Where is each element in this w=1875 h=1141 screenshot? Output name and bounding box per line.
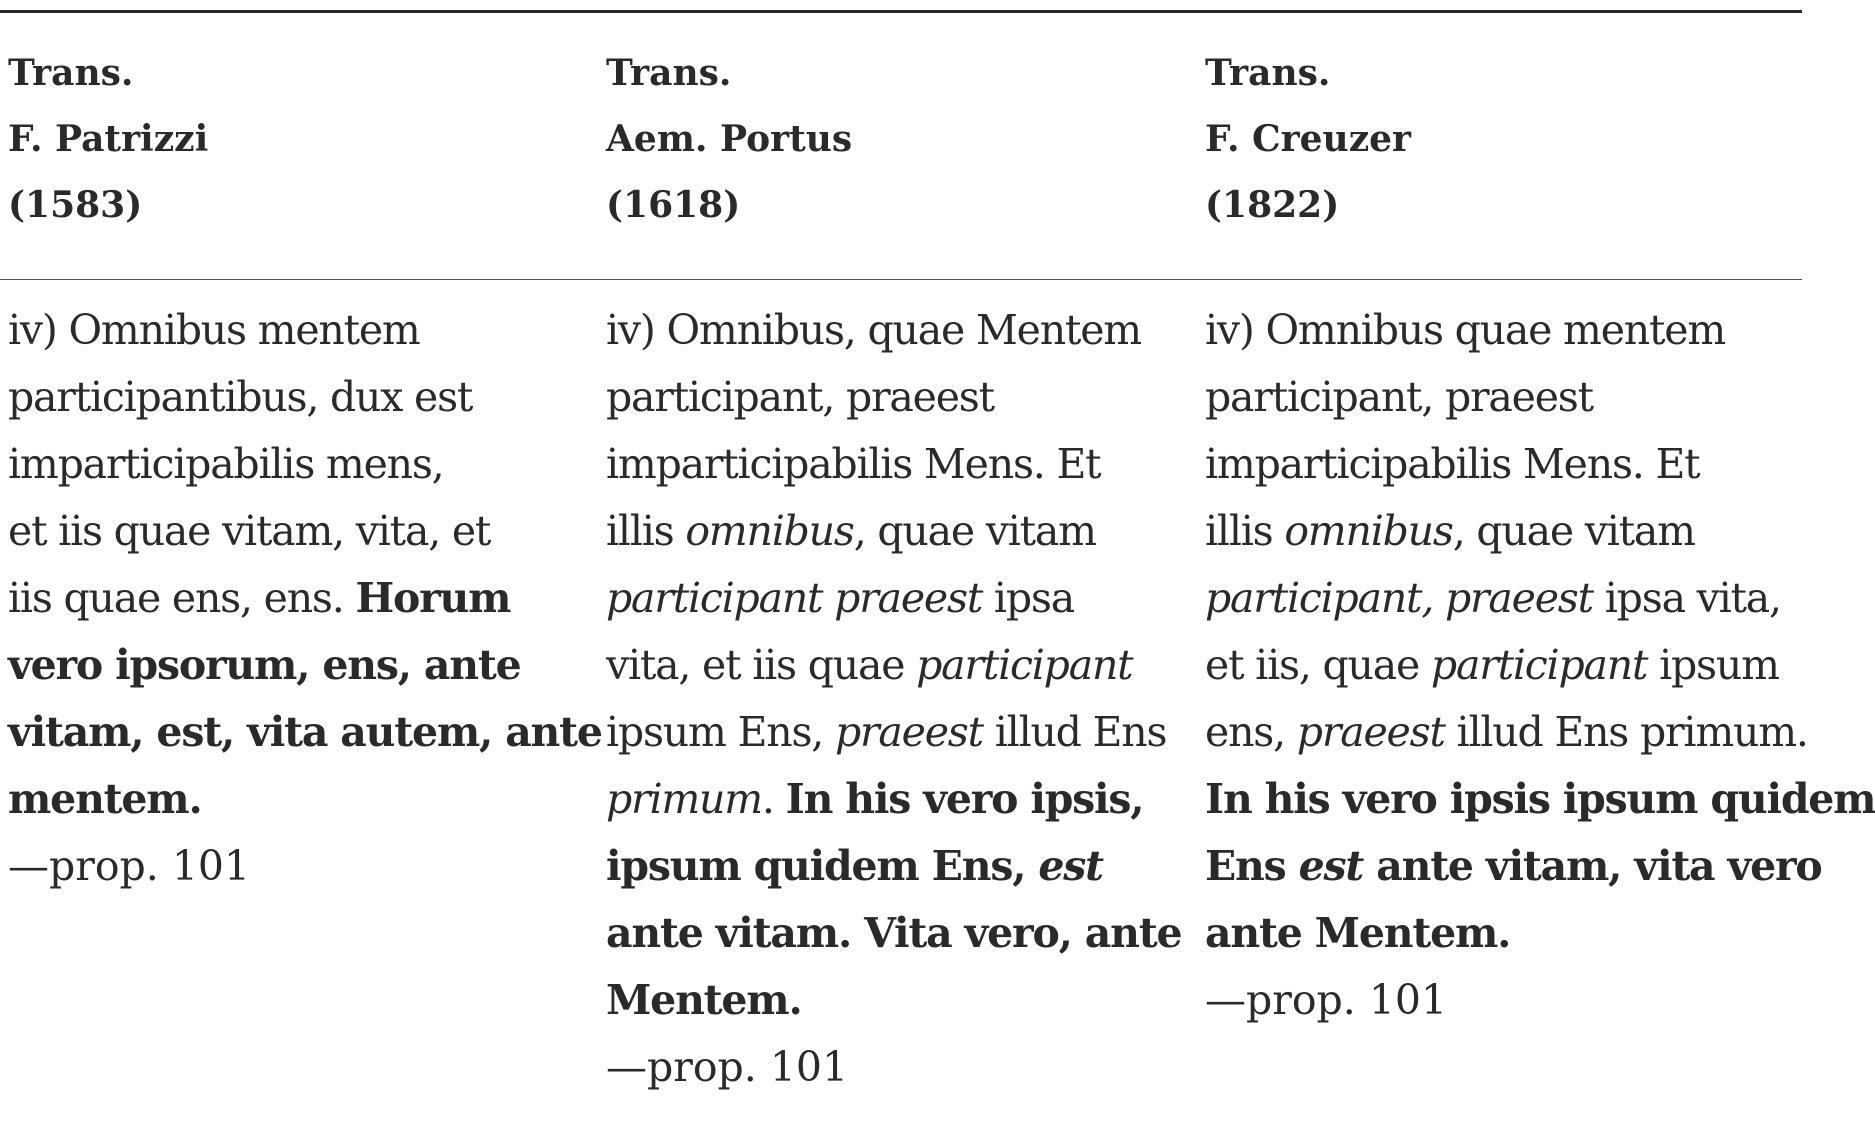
text-segment-b: In his vero ipsis, [785, 775, 1144, 823]
text-segment: illud Ens [982, 708, 1167, 756]
table-top-rule [0, 10, 1802, 13]
table-header-rule [0, 279, 1802, 280]
text-line [8, 632, 602, 699]
text-segment-i: primum [606, 775, 762, 823]
text-segment: vita, et iis quae [606, 641, 917, 689]
text-segment-b: Ens [1205, 842, 1299, 890]
text-segment-b: Mentem. [606, 976, 802, 1024]
text-segment-i: praeest [834, 708, 983, 756]
text-segment: illud Ens primum. [1444, 708, 1808, 756]
text-segment: ipsum [1647, 641, 1779, 689]
text-segment-i: omnibus [1284, 507, 1453, 555]
text-line [1205, 766, 1875, 833]
column-text [1205, 297, 1875, 1034]
text-segment: ipsa [982, 574, 1074, 622]
header-year: (1583) [8, 184, 143, 226]
text-line [1205, 498, 1875, 565]
column-header [8, 40, 208, 238]
text-segment: iis quae ens, ens. [8, 574, 356, 622]
text-segment-i: participant praeest [606, 574, 983, 622]
text-line [1205, 297, 1875, 364]
text-segment: ipsum Ens, [606, 708, 835, 756]
text-segment: . [761, 775, 786, 823]
text-segment: iv) Omnibus quae mentem [1205, 306, 1725, 354]
text-segment: illis [606, 507, 686, 555]
text-segment: iv) Omnibus mentem [8, 306, 420, 354]
text-segment: ipsa vita, [1592, 574, 1781, 622]
text-line [606, 565, 1181, 632]
text-segment: et iis quae vitam, vita, et [8, 507, 491, 555]
text-line [1205, 833, 1875, 900]
text-segment: imparticipabilis Mens. Et [606, 440, 1101, 488]
text-line [606, 967, 1181, 1034]
text-segment-b: ipsum quidem Ens, [606, 842, 1039, 890]
text-line [8, 699, 602, 766]
text-segment-i: praeest [1296, 708, 1445, 756]
text-segment-bi: est [1298, 842, 1364, 890]
text-line [1205, 364, 1875, 431]
text-line [606, 431, 1181, 498]
text-line [8, 498, 602, 565]
header-translator: F. Patrizzi [8, 118, 209, 160]
header-year: (1618) [606, 184, 741, 226]
text-segment-b: mentem. [8, 775, 202, 823]
text-segment-bi: est [1038, 842, 1103, 890]
text-line [606, 833, 1181, 900]
text-segment: et iis, quae [1205, 641, 1431, 689]
header-label: Trans. [606, 52, 732, 94]
text-segment-b: Horum [355, 574, 511, 622]
header-label: Trans. [1205, 52, 1331, 94]
column-header [1205, 40, 1411, 238]
column-text [606, 297, 1181, 1101]
text-segment-i: participant, praeest [1205, 574, 1593, 622]
text-segment-b: ante Mentem. [1205, 909, 1511, 957]
text-line [606, 364, 1181, 431]
proposition-reference: —prop. 101 [8, 842, 251, 890]
text-segment: imparticipabilis mens, [8, 440, 444, 488]
text-segment-b: ante vitam. Vita vero, ante [606, 909, 1182, 957]
header-translator: Aem. Portus [606, 118, 853, 160]
text-segment-b: ante vitam, vita vero [1363, 842, 1822, 890]
column-text [8, 297, 602, 900]
text-line [606, 498, 1181, 565]
header-year: (1822) [1205, 184, 1340, 226]
header-label: Trans. [8, 52, 134, 94]
header-translator: F. Creuzer [1205, 118, 1412, 160]
text-line [1205, 632, 1875, 699]
text-line [606, 766, 1181, 833]
proposition-reference: —prop. 101 [1205, 976, 1448, 1024]
text-segment: participantibus, dux est [8, 373, 473, 421]
text-line [8, 565, 602, 632]
text-segment: , quae vitam [853, 507, 1096, 555]
text-line [1205, 431, 1875, 498]
text-line [1205, 565, 1875, 632]
text-line [606, 632, 1181, 699]
text-line [8, 431, 602, 498]
text-segment: ens, [1205, 708, 1297, 756]
text-segment-b: vitam, est, vita autem, ante [8, 708, 602, 756]
text-segment-i: participant [1430, 641, 1648, 689]
text-segment: imparticipabilis Mens. Et [1205, 440, 1700, 488]
text-segment: iv) Omnibus, quae Mentem [606, 306, 1141, 354]
text-segment: , quae vitam [1452, 507, 1695, 555]
text-line [8, 364, 602, 431]
text-segment: participant, praeest [1205, 373, 1593, 421]
text-segment-b: vero ipsorum, ens, ante [8, 641, 521, 689]
proposition-reference: —prop. 101 [606, 1043, 849, 1091]
text-segment-b: In his vero ipsis ipsum quidem [1205, 775, 1875, 823]
text-line [606, 699, 1181, 766]
text-line [1205, 699, 1875, 766]
text-segment-i: participant [916, 641, 1133, 689]
column-header [606, 40, 852, 238]
text-line [606, 297, 1181, 364]
text-line [1205, 900, 1875, 967]
text-segment-i: omnibus [685, 507, 854, 555]
text-segment: illis [1205, 507, 1285, 555]
text-segment: participant, praeest [606, 373, 994, 421]
text-line [8, 766, 602, 833]
text-line [606, 900, 1181, 967]
text-line [8, 297, 602, 364]
